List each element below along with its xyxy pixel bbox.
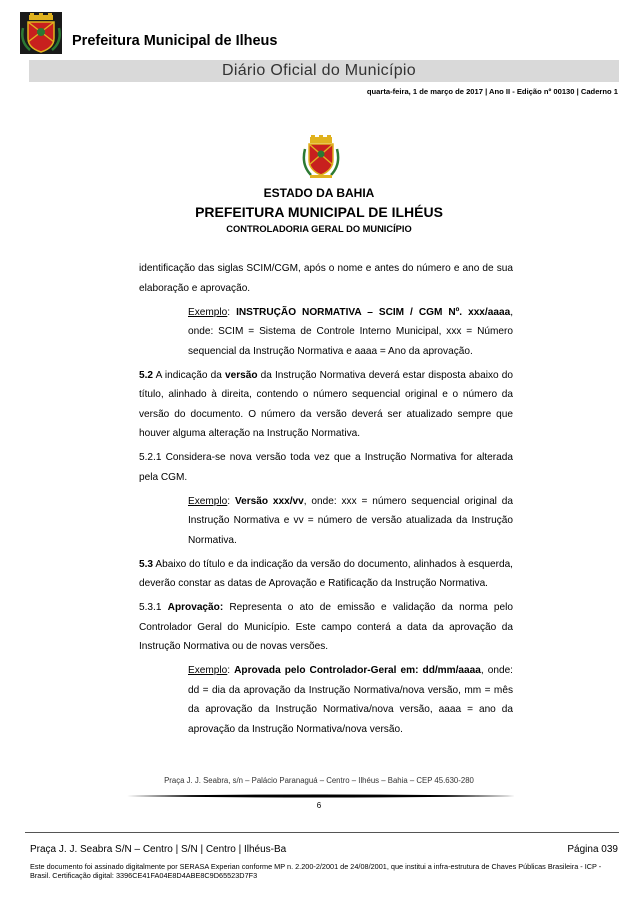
section-number: 5.3.1 xyxy=(139,602,168,613)
paragraph-5-2-1: 5.2.1 Considera-se nova versão toda vez que a Instrução Normativa for alterada pela CGM. xyxy=(139,452,513,483)
department-heading: CONTROLADORIA GERAL DO MUNICÍPIO xyxy=(226,224,412,234)
footer-divider xyxy=(125,794,515,798)
section-number: 5.2 xyxy=(139,369,154,381)
paragraph-5-3-1 xyxy=(139,598,513,657)
paragraph-5-3-1-text: Representa o ato de emissão e validação da norma pelo Controlador Geral do Município. Este campo conterá a data da aprovação da Instrução Normativa ou de novas versões. xyxy=(139,602,513,652)
paragraph-5-2-bold: versão xyxy=(224,369,258,381)
document-address: Praça J. J. Seabra, s/n – Palácio Paranaguá – Centro – Ilhéus – Bahia – CEP 45.630-280 xyxy=(164,776,474,785)
example-3-text: , onde: dd = dia da aprovação da Instrução Normativa/nova versão, mm = mês da aprovação da Instrução Normativa/nova versão, aaaa = ano da aprovação da Instrução Normativa/nova versão. xyxy=(188,665,513,735)
example-1-bold: INSTRUÇÃO NORMATIVA – SCIM / CGM Nº. xxx/aaaa xyxy=(236,306,511,318)
state-heading: ESTADO DA BAHIA xyxy=(263,186,375,200)
example-label: Exemplo xyxy=(188,665,228,676)
issue-info: quarta-feira, 1 de março de 2017 | Ano II - Edição nº 00130 | Caderno 1 xyxy=(366,87,618,96)
example-3-bold: Aprovada pelo Controlador-Geral em: dd/mm/aaaa xyxy=(234,665,481,676)
section-number: 5.3 xyxy=(139,558,154,570)
municipal-crest-icon xyxy=(300,135,342,179)
example-3: Exemplo: Aprovada pelo Controlador-Geral em: dd/mm/aaaa, onde: dd = dia da aprovação da Instrução Normativa/nova versão, mm = mês da aprovação da Instrução Normativa/nova versão, aaaa = ano da aprovação da Instrução Normativa/nova versão. xyxy=(188,665,513,735)
document-body xyxy=(139,259,513,744)
example-1: Exemplo: INSTRUÇÃO NORMATIVA – SCIM / CGM Nº. xxx/aaaa, onde: SCIM = Sistema de Controle Interno Municipal, xxx = Número sequencial da Instrução Normativa e aaaa = Ano da aprovação. xyxy=(188,306,513,357)
paragraph-5-2 xyxy=(139,366,513,444)
municipality-heading: PREFEITURA MUNICIPAL DE ILHÉUS xyxy=(195,204,443,220)
paragraph-5-2-text-b: da Instrução Normativa deverá estar disposta abaixo do título, alinhado à direita, contendo o número sequencial original e o número da versão do documento. O número da versão deverá ser atualizado sempre que houver alguma alteração na Instrução Normativa. xyxy=(139,369,513,439)
document-page-number: 6 xyxy=(316,801,322,810)
example-2-bold: Versão xxx/vv xyxy=(234,495,304,507)
paragraph-5-2-text-a: A indicação da xyxy=(153,369,225,381)
footer-certification: Este documento foi assinado digitalmente por SERASA Experian conforme MP n. 2.200-2/2001 de 24/08/2001, que institui a infra-estrutura de Chaves Públicas Brasileira - ICP - Brasil. Certificação digital: 3396CE41FA04E8D4ABE8C9D65523D7F3 xyxy=(30,862,602,880)
example-2-text: , onde: xxx = número sequencial original da Instrução Normativa e vv = número de versão atualizada da Instrução Normativa. xyxy=(188,495,513,546)
footer-rule xyxy=(25,832,619,833)
paragraph-5-3-1-bold: Aprovação: xyxy=(167,602,224,613)
banner-title: Diário Oficial do Município xyxy=(222,62,416,79)
header-title: Prefeitura Municipal de Ilheus xyxy=(72,33,278,49)
municipal-coat-of-arms-logo xyxy=(20,12,62,54)
example-2: Exemplo: Versão xxx/vv, onde: xxx = número sequencial original da Instrução Normativa e vv = número de versão atualizada da Instrução Normativa. xyxy=(188,495,513,546)
example-label: Exemplo xyxy=(188,306,228,318)
footer-address: Praça J. J. Seabra S/N – Centro | S/N | Centro | Ilhéus-Ba xyxy=(30,844,287,855)
paragraph-intro: identificação das siglas SCIM/CGM, após o nome e antes do número e ano de sua elaboração e aprovação. xyxy=(139,263,513,294)
paragraph-5-3 xyxy=(139,555,513,594)
paragraph-5-3-text: Abaixo do título e da indicação da versão do documento, alinhados à esquerda, deverão constar as datas de Aprovação e Ratificação da Instrução Normativa. xyxy=(139,558,513,589)
example-label: Exemplo xyxy=(188,495,228,507)
example-1-text: , onde: SCIM = Sistema de Controle Interno Municipal, xxx = Número sequencial da Instrução Normativa e aaaa = Ano da aprovação. xyxy=(188,306,513,357)
footer-page-number: Página 039 xyxy=(567,844,618,855)
